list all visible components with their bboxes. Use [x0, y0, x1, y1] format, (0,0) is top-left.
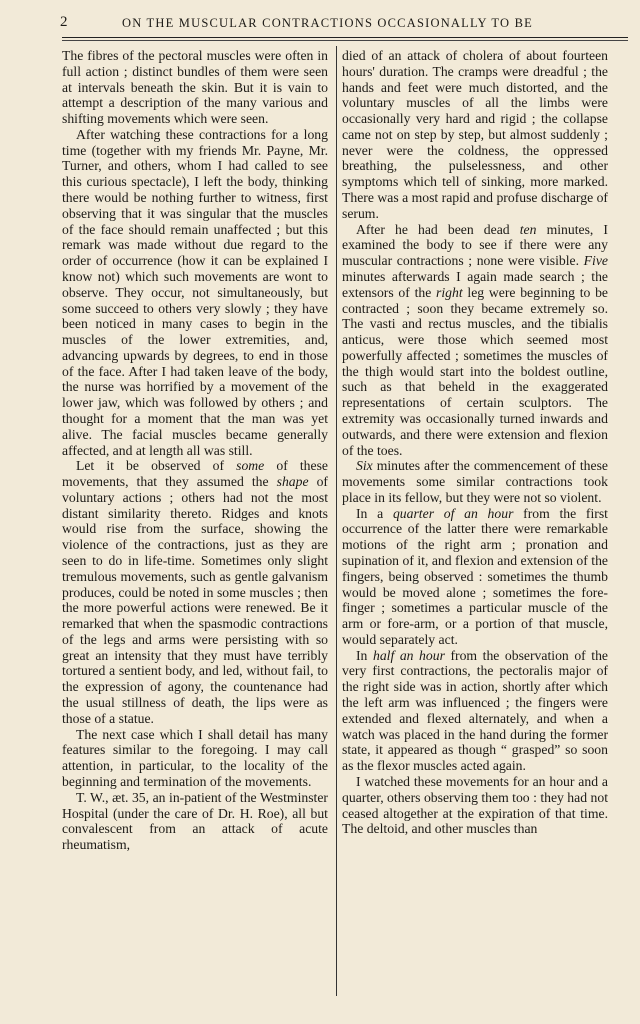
paragraph: Let it be observed of some of these movements, that they assumed the shape of voluntary actions ; others had not the most distant similarity thereto. Ridges and knots would rise from the surface, showing the violence of the contractions, just as they are seen to do in life-time. Sometimes only slight tremulous movements, such as gentle galvanism produces, could be noted in some muscles ; then the more powerful actions were renewed. Be it remarked that when the spasmodic contractions of the legs and arms were persisting with so great an intensity that they must have terribly tortured a sentient body, and led, without fail, to the expression of agony, the countenance had the usual stillness of death, the lips were as those of a statue.: [62, 458, 329, 726]
italic-emphasis: Six: [356, 458, 373, 474]
left-column: [62, 48, 328, 853]
header-rule: [62, 37, 628, 38]
italic-emphasis: quarter of an hour: [392, 505, 514, 521]
italic-emphasis: right: [436, 284, 463, 300]
italic-emphasis: some: [236, 458, 265, 474]
right-column: [342, 48, 608, 837]
paragraph: The next case which I shall detail has many features similar to the foregoing. I may call attention, in particular, to the locality of the beginning and termination of the movements.: [62, 726, 328, 789]
paragraph: After watching these contractions for a long time (together with my friends Mr. Payne, Mr. Turner, and others, whom I had called to see this curious spectacle), I left the body, thinking there would be nothing further to witness, first observing that it was singular that the muscles of the face should remain unaffected ; but this remark was made without due regard to the order of occurrence (how it can be explained I know not) which such movements are wont to observe. They occur, not simultaneously, but some succeed to others very slowly ; they have been noticed in many cases to begin in the muscles of the lower extremities, and, advancing upwards by degrees, to end in those of the face. After I had taken leave of the body, the nurse was horrified by a movement of the lower jaw, which was followed by others ; and thought for a moment that the man was yet alive. The facial muscles became generally affected, and at length all was still.: [62, 126, 328, 458]
paragraph: I watched these movements for an hour and a quarter, others observing them too : they had not ceased altogether at the expiration of that time. The deltoid, and other muscles than: [342, 773, 608, 837]
italic-emphasis: shape: [276, 474, 309, 490]
page-number: 2: [60, 14, 68, 30]
paragraph: In half an hour from the observation of the very first contractions, the pectoralis major of the right side was in action, shortly after which the left arm was influenced ; the fingers were extended and flexed alternately, and when a watch was placed in the hand during the former state, it appeared as though “ grasped” so soon as the flexor muscles acted again.: [342, 647, 609, 774]
column-divider: [336, 46, 337, 996]
paragraph: died of an attack of cholera of about fourteen hours' duration. The cramps were dreadful ; the hands and feet were much distorted, and the voluntary muscles of all the limbs were occasionally very hard and rigid ; the collapse came not on step by step, but almost suddenly ; never were the coldness, the oppressed breathing, the pulselessness, and other symptoms which tell of sinking, more marked. There was a most rapid and profuse discharge of serum.: [342, 48, 608, 221]
header-rule-thin: [62, 40, 628, 41]
running-title: ON THE MUSCULAR CONTRACTIONS OCCASIONALLY TO BE: [122, 16, 533, 30]
paragraph: T. W., æt. 35, an in-patient of the Westminster Hospital (under the care of Dr. H. Roe), all but convalescent from an attack of acute rheumatism,: [62, 789, 328, 853]
italic-emphasis: Five: [583, 253, 608, 269]
paragraph: After he had been dead ten minutes, I examined the body to see if there were any muscular contractions ; none were visible. Five minutes afterwards I again made search ; the extensors of the right leg were beginning to be contracted ; soon they became extremely so. The vasti and rectus muscles, and the tibialis anticus, were those which seemed most powerfully affected ; sometimes the muscles of the thigh would start into the boldest outline, such as that beheld in the exaggerated representations of certain sculptors. The extremity was occasionally turned inwards and outwards, and there were extension and flexion of the toes.: [342, 221, 608, 458]
italic-emphasis: half an hour: [372, 647, 445, 663]
paragraph: The fibres of the pectoral muscles were often in full action ; distinct bundles of them were seen at intervals beneath the skin. But it is vain to attempt a description of the many various and shifting movements which were seen.: [62, 48, 328, 127]
page-header: [60, 14, 615, 34]
paragraph: In a quarter of an hour from the first occurrence of the latter there were remarkable motions of the right arm ; pronation and supination of it, and flexion and extension of the fingers, being observed : sometimes the thumb would be moved alone ; sometimes the fore-finger ; sometimes a particular muscle of the arm or fore-arm, or a portion of that muscle, would separately act.: [342, 505, 608, 647]
paragraph: Six minutes after the commencement of these movements some similar contractions took place in its fellow, but they were not so violent.: [342, 458, 608, 505]
italic-emphasis: ten: [519, 221, 537, 237]
